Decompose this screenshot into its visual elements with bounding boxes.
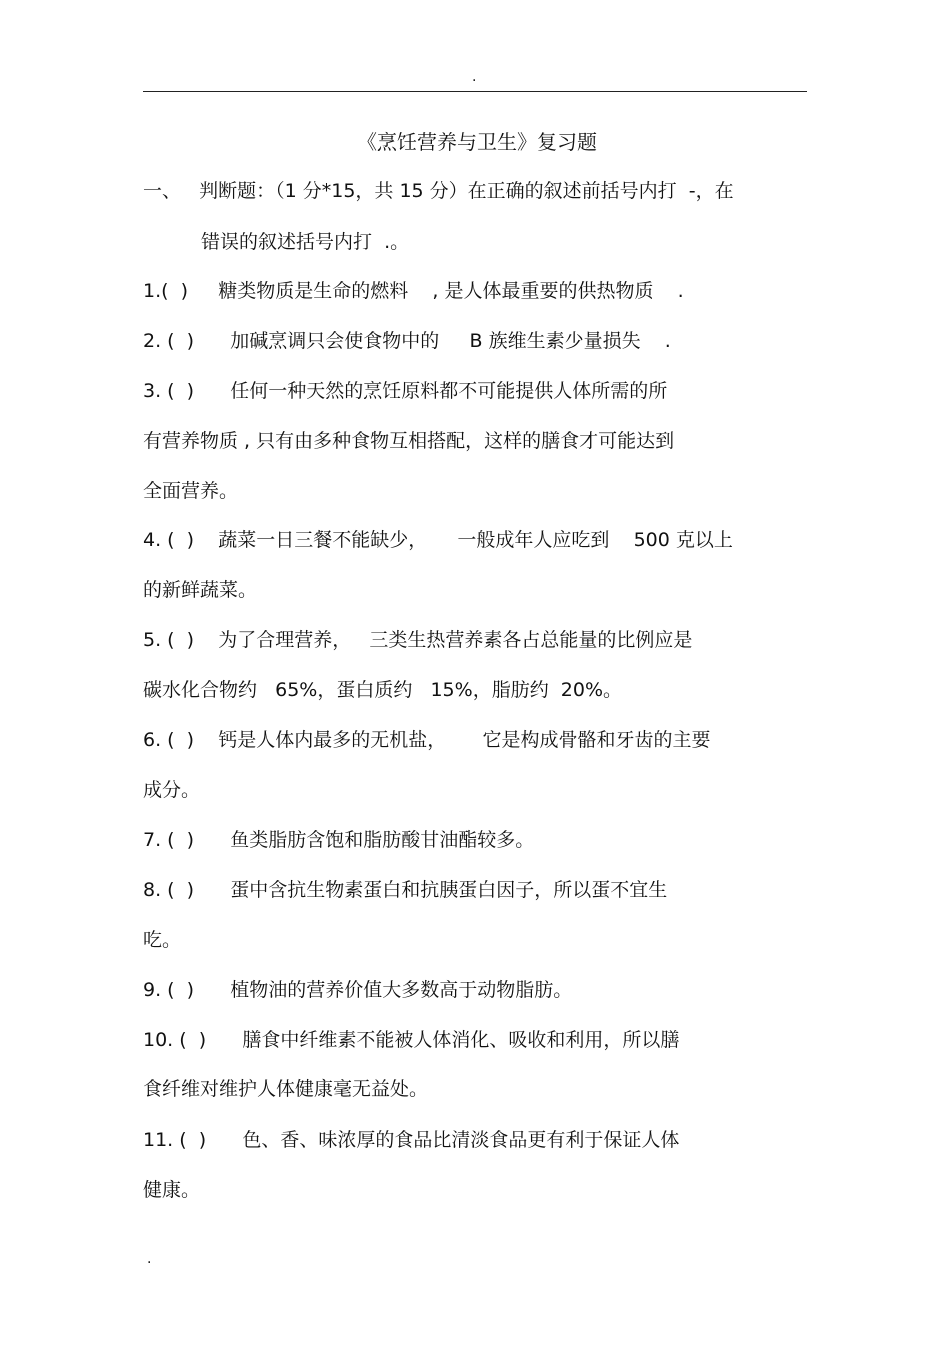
question-6-line-1: 6. ( ) 钙是人体内最多的无机盐， 它是构成骨骼和牙齿的主要 xyxy=(143,729,711,751)
question-6-line-2: 成分。 xyxy=(143,779,201,801)
question-5-line-2: 碳水化合物约 65%，蛋白质约 15%，脂肪约 20%。 xyxy=(143,679,623,701)
question-3-line-2: 有营养物质 , 只有由多种食物互相搭配，这样的膳食才可能达到 xyxy=(143,430,675,452)
question-11-line-1: 11. ( ) 色、香、味浓厚的食品比清淡食品更有利于保证人体 xyxy=(143,1129,680,1151)
question-4-line-1: 4. ( ) 蔬菜一日三餐不能缺少， 一般成年人应吃到 500 克以上 xyxy=(143,529,733,551)
question-8-line-1: 8. ( ) 蛋中含抗生物素蛋白和抗胰蛋白因子，所以蛋不宜生 xyxy=(143,879,668,901)
question-8-line-2: 吃。 xyxy=(143,929,182,951)
question-3-line-1: 3. ( ) 任何一种天然的烹饪原料都不可能提供人体所需的所 xyxy=(143,380,668,402)
question-5-line-1: 5. ( ) 为了合理营养， 三类生热营养素各占总能量的比例应是 xyxy=(143,629,693,651)
question-10-line-1: 10. ( ) 膳食中纤维素不能被人体消化、吸收和利用，所以膳 xyxy=(143,1029,680,1051)
question-2-line-1: 2. ( ) 加碱烹调只会使食物中的 B 族维生素少量损失 . xyxy=(143,330,671,352)
question-11-line-2: 健康。 xyxy=(143,1179,201,1201)
header-rule xyxy=(143,91,807,92)
question-7-line-1: 7. ( ) 鱼类脂肪含饱和脂肪酸甘油酯较多。 xyxy=(143,829,535,851)
document-title: 《烹饪营养与卫生》复习题 xyxy=(357,130,597,154)
question-9-line-1: 9. ( ) 植物油的营养价值大多数高于动物脂肪。 xyxy=(143,979,573,1001)
question-3-line-3: 全面营养。 xyxy=(143,480,239,502)
question-1-line-1: 1.( ) 糖类物质是生命的燃料 , 是人体最重要的供热物质 . xyxy=(143,280,684,302)
section-heading-line-1: 一、 判断题：（1 分*15，共 15 分）在正确的叙述前括号内打 -，在 xyxy=(143,180,734,202)
question-4-line-2: 的新鲜蔬菜。 xyxy=(143,579,258,601)
section-heading-line-2: 错误的叙述括号内打 .。 xyxy=(201,231,410,253)
question-10-line-2: 食纤维对维护人体健康毫无益处。 xyxy=(143,1078,429,1100)
footer-dot: . xyxy=(147,1251,152,1267)
header-dot: . xyxy=(472,69,477,85)
